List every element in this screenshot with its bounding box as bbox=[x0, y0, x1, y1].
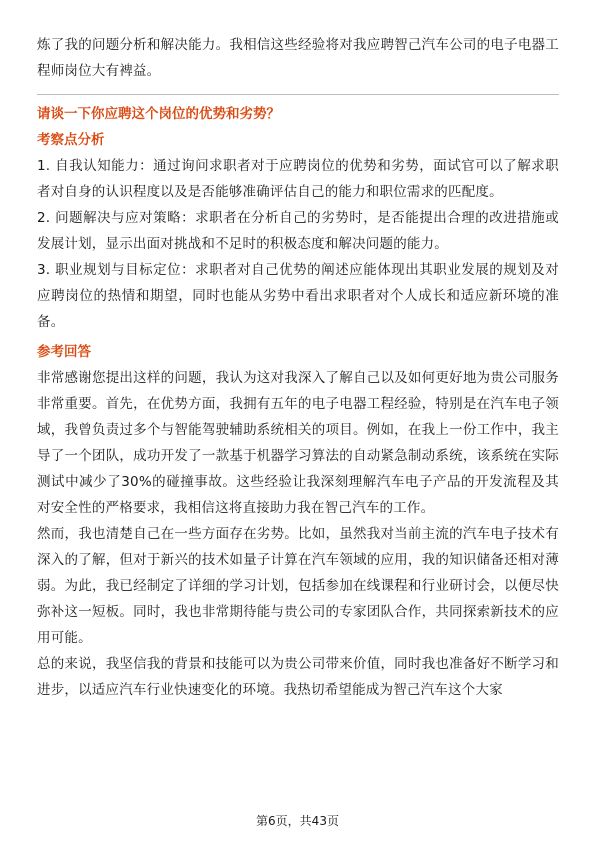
analysis-heading: 考察点分析 bbox=[37, 132, 105, 148]
document-page bbox=[37, 32, 559, 703]
intro-paragraph: 炼了我的问题分析和解决能力。我相信这些经验将对我应聘智己汽车公司的电子电器工程师岗位大有裨益。 bbox=[37, 37, 559, 79]
answer-paragraph-3: 总的来说，我坚信我的背景和技能可以为贵公司带来价值，同时我也准备好不断学习和进步，以适应汽车行业快速变化的环境。我热切希望能成为智己汽车这个大家 bbox=[37, 656, 559, 698]
answer-paragraph-2: 然而，我也清楚自己在一些方面存在劣势。比如，虽然我对当前主流的汽车电子技术有深入的了解，但对于新兴的技术如量子计算在汽车领域的应用，我的知识储备还相对薄弱。为此，我已经制定了详细的学习计划，包括参加在线课程和行业研讨会，以便尽快弥补这一短板。同时，我也非常期待能与贵公司的专家团队合作，共同探索新技术的应用可能。 bbox=[37, 526, 559, 646]
answer-heading: 参考回答 bbox=[37, 344, 91, 360]
analysis-point-2: 2. 问题解决与应对策略：求职者在分析自己的劣势时，是否能提出合理的改进措施或发展计划，显示出面对挑战和不足时的积极态度和解决问题的能力。 bbox=[37, 210, 559, 252]
answer-paragraph-1: 非常感谢您提出这样的问题，我认为这对我深入了解自己以及如何更好地为贵公司服务非常重要。首先，在优势方面，我拥有五年的电子电器工程经验，特别是在汽车电子领域，我曾负责过多个与智能驾驶辅助系统相关的项目。例如，在我上一份工作中，我主导了一个团队，成功开发了一款基于机器学习算法的自动紧急制动系统，该系统在实际测试中减少了30%的碰撞事故。这些经验让我深刻理解汽车电子产品的开发流程及其对安全性的严格要求，我相信这将直接助力我在智己汽车的工作。 bbox=[37, 370, 559, 516]
analysis-point-3: 3. 职业规划与目标定位：求职者对自己优势的阐述应能体现出其职业发展的规划及对应聘岗位的热情和期望，同时也能从劣势中看出求职者对个人成长和适应新环境的准备。 bbox=[37, 262, 559, 330]
analysis-point-1: 1. 自我认知能力：通过询问求职者对于应聘岗位的优势和劣势，面试官可以了解求职者对自身的认识程度以及是否能够准确评估自己的能力和职位需求的匹配度。 bbox=[37, 158, 559, 200]
section-divider bbox=[37, 94, 559, 95]
question-heading: 请谈一下你应聘这个岗位的优势和劣势？ bbox=[37, 106, 280, 122]
page-footer: 第6页，共43页 bbox=[256, 814, 339, 828]
